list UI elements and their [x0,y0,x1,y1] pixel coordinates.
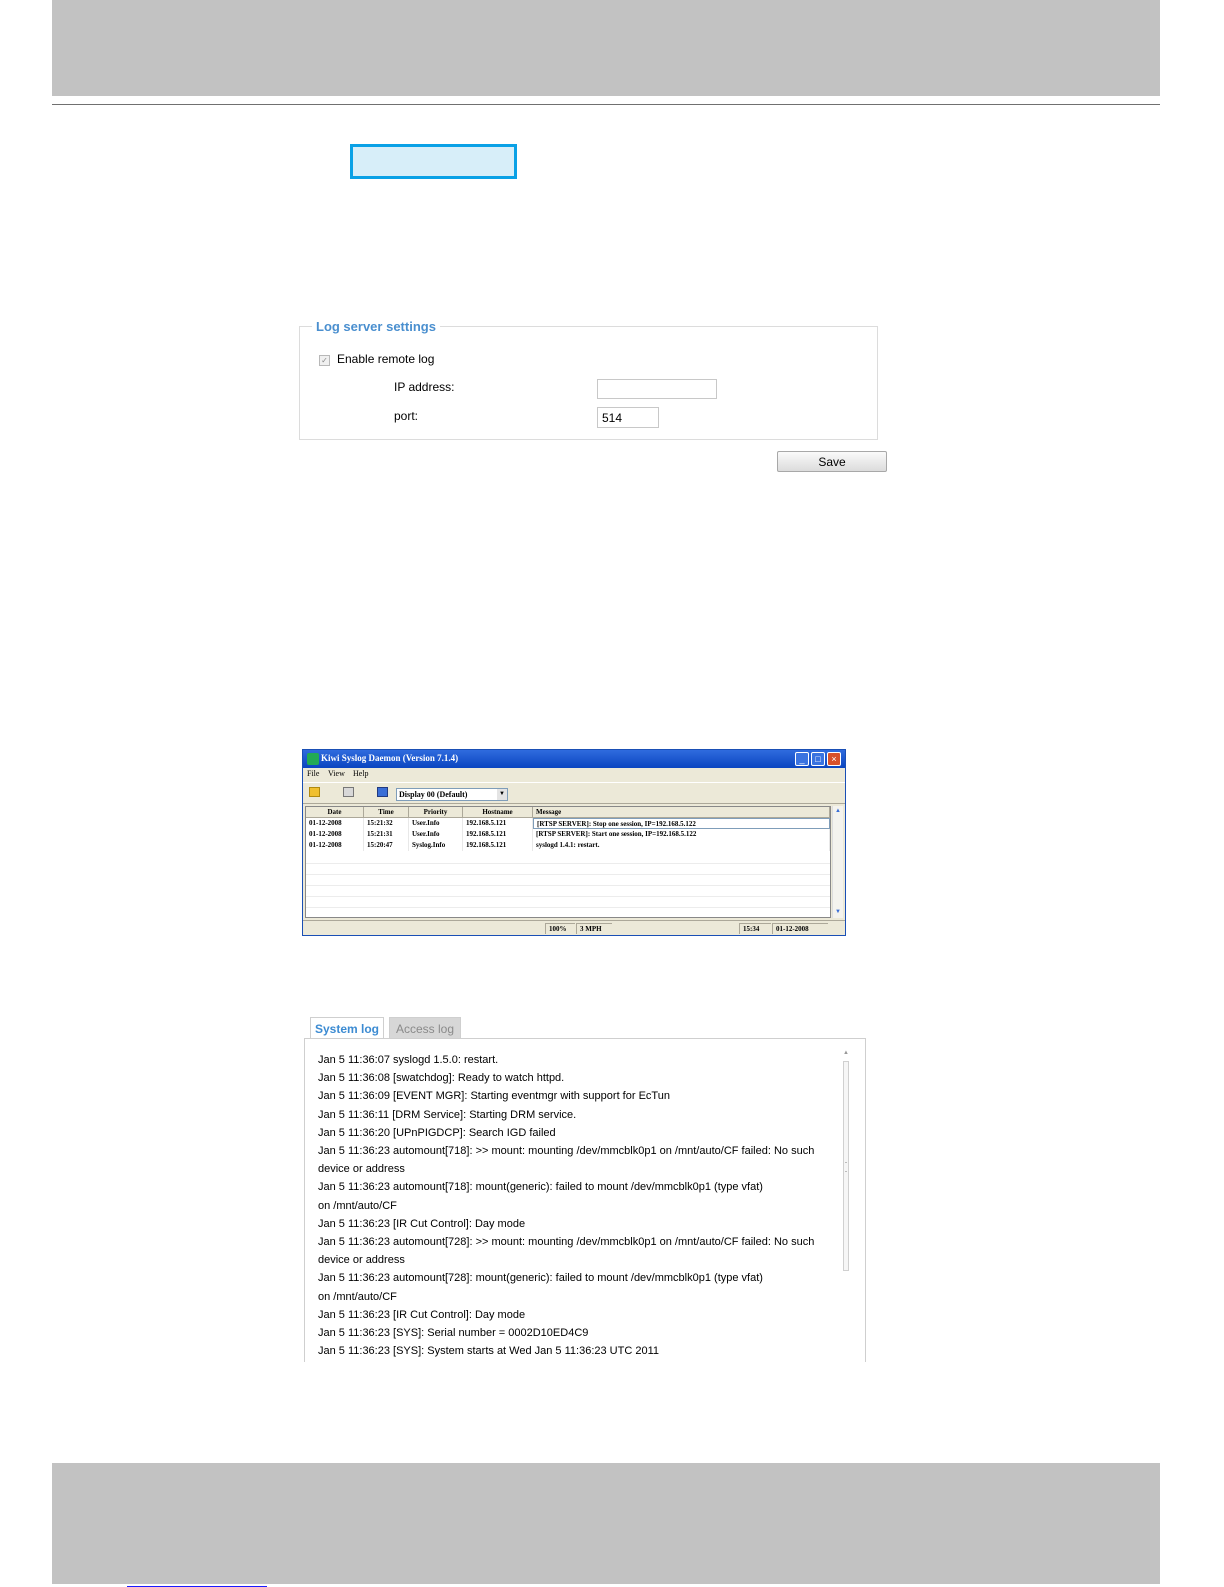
cell-priority: User.Info [409,818,463,829]
enable-remote-log-label: Enable remote log [337,352,435,366]
kiwi-window-title: Kiwi Syslog Daemon (Version 7.1.4) [321,753,459,763]
minimize-icon[interactable]: _ [795,752,809,766]
table-row[interactable] [306,829,830,840]
log-line: Jan 5 11:36:23 automount[718]: >> mount: mounting /dev/mmcblk0p1 on /mnt/auto/CF failed: No such [318,1145,815,1158]
scroll-thumb[interactable] [843,1061,849,1271]
scroll-up-icon[interactable]: ▲ [843,1050,849,1056]
cell-time: 15:20:47 [364,840,409,851]
status-date: 01-12-2008 [772,923,828,934]
grid-line [306,863,830,864]
close-icon[interactable]: × [827,752,841,766]
open-folder-icon[interactable] [309,787,320,797]
log-line: device or address [318,1254,405,1267]
table-row[interactable] [306,840,830,851]
chevron-down-icon: ▼ [497,789,507,800]
log-line: Jan 5 11:36:11 [DRM Service]: Starting DRM service. [318,1108,577,1121]
port-input[interactable] [597,407,659,428]
log-line: Jan 5 11:36:09 [EVENT MGR]: Starting eventmgr with support for EcTun [318,1090,670,1103]
display-select-value: Display 00 (Default) [399,790,468,799]
tab-system-log[interactable]: System log [310,1017,384,1039]
kiwi-message-table [305,806,831,918]
cell-priority: User.Info [409,829,463,840]
cell-hostname: 192.168.5.121 [463,840,533,851]
system-log-panel [304,1038,866,1362]
log-line: Jan 5 11:36:20 [UPnPIGDCP]: Search IGD failed [318,1126,556,1139]
log-line: Jan 5 11:36:23 automount[718]: mount(generic): failed to mount /dev/mmcblk0p1 (type vfat) [318,1181,763,1194]
cell-date: 01-12-2008 [306,818,364,829]
kiwi-titlebar [303,750,845,768]
scroll-down-icon[interactable]: ▼ [835,909,841,915]
system-log-scrollbar[interactable] [841,1049,851,1362]
kiwi-statusbar [303,920,845,936]
grid-line [306,896,830,897]
col-message[interactable]: Message [533,807,830,817]
cell-hostname: 192.168.5.121 [463,818,533,829]
col-time[interactable]: Time [364,807,409,817]
log-line: Jan 5 11:36:23 [SYS]: Serial number = 0002D10ED4C9 [318,1327,589,1340]
tab-access-log[interactable]: Access log [389,1017,461,1039]
col-priority[interactable]: Priority [409,807,463,817]
kiwi-toolbar [303,782,845,804]
cell-date: 01-12-2008 [306,840,364,851]
grid-line [306,885,830,886]
maximize-icon[interactable]: □ [811,752,825,766]
window-icon[interactable] [343,787,354,797]
log-line: Jan 5 11:36:23 automount[728]: mount(generic): failed to mount /dev/mmcblk0p1 (type vfat) [318,1272,763,1285]
menu-help[interactable]: Help [353,769,369,778]
log-line: on /mnt/auto/CF [318,1199,397,1212]
log-line: Jan 5 11:36:08 [swatchdog]: Ready to watch httpd. [318,1072,565,1085]
system-log-lines [318,1051,838,1360]
log-line: Jan 5 11:36:23 [SYS]: System starts at Wed Jan 5 11:36:23 UTC 2011 [318,1345,659,1358]
cell-time: 15:21:31 [364,829,409,840]
menu-file[interactable]: File [307,769,320,778]
cell-priority: Syslog.Info [409,840,463,851]
col-hostname[interactable]: Hostname [463,807,533,817]
cell-message: [RTSP SERVER]: Start one session, IP=192.168.5.122 [533,829,830,840]
cell-message: [RTSP SERVER]: Stop one session, IP=192.168.5.122 [533,818,830,829]
log-line: Jan 5 11:36:23 [IR Cut Control]: Day mode [318,1308,526,1321]
page-header-band [52,0,1160,96]
log-server-settings-group [299,326,878,440]
ip-address-label: IP address: [394,380,455,394]
footer-link[interactable] [127,1550,267,1587]
menu-view[interactable]: View [328,769,345,778]
cell-message: syslogd 1.4.1: restart. [533,840,830,851]
grid-line [306,874,830,875]
table-row[interactable] [306,818,830,829]
kiwi-syslog-window [302,749,846,936]
scroll-grip-icon [845,1162,847,1172]
ip-address-input[interactable] [597,379,717,399]
log-line: Jan 5 11:36:07 syslogd 1.5.0: restart. [318,1054,499,1066]
log-line: on /mnt/auto/CF [318,1290,397,1303]
display-select[interactable] [396,788,508,801]
save-button[interactable]: Save [777,451,887,472]
display-icon[interactable] [377,787,388,797]
status-rate: 3 MPH [576,923,612,934]
scroll-up-icon[interactable]: ▲ [835,808,841,814]
kiwi-scrollbar[interactable] [832,806,843,918]
cell-hostname: 192.168.5.121 [463,829,533,840]
kiwi-app-icon [307,753,319,765]
log-line: device or address [318,1163,405,1176]
header-divider [52,104,1160,105]
cell-time: 15:21:32 [364,818,409,829]
cell-date: 01-12-2008 [306,829,364,840]
log-server-settings-legend: Log server settings [312,319,440,334]
status-time: 15:34 [739,923,771,934]
log-line: Jan 5 11:36:23 automount[728]: >> mount: mounting /dev/mmcblk0p1 on /mnt/auto/CF failed: No such [318,1236,815,1249]
grid-line [306,907,830,908]
kiwi-menubar [303,769,845,781]
log-line: Jan 5 11:36:23 [IR Cut Control]: Day mode [318,1217,526,1230]
kiwi-table-header [306,807,830,818]
col-date[interactable]: Date [306,807,364,817]
status-zoom: 100% [545,923,575,934]
port-label: port: [394,409,419,423]
enable-remote-log-checkbox[interactable]: ✓ [319,355,330,366]
highlighted-menu-item [350,144,517,179]
